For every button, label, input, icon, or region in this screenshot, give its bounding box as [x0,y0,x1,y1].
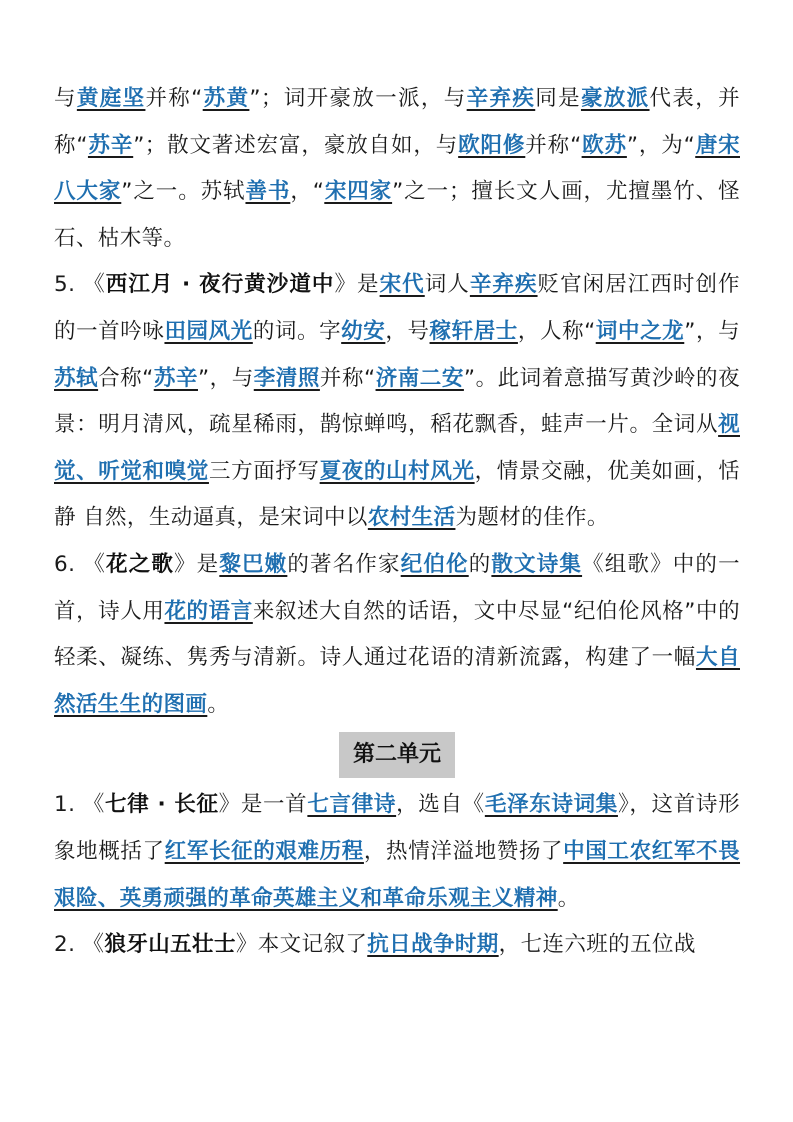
keyword-link[interactable]: 宋代 [379,272,425,298]
body-text: 《组歌》中的一首，诗人用 [54,551,740,624]
keyword-link[interactable]: 稼轩居士 [429,318,518,344]
body-text: 》本文记叙了 [235,932,368,958]
keyword-link[interactable]: 济南二安 [375,365,464,391]
body-text: ，选自《 [396,792,485,818]
keyword-link[interactable]: 苏轼 [54,365,99,391]
body-text: 并称“ [145,86,203,111]
keyword-link[interactable]: 黄庭坚 [76,86,146,111]
keyword-link[interactable]: 中国工农红军不畏艰险、英勇顽强的革命英雄主义和革命乐观主义精神 [54,838,741,911]
keyword-link[interactable]: 纪伯伦 [400,551,469,577]
keyword-link[interactable]: 欧阳修 [458,132,526,158]
body-text: 来叙述大自然的话语，文中尽显“纪伯伦风格”中的轻柔、凝练、隽秀与清新。诗人通过花语的清新流露，构建了一幅 [54,598,740,671]
keyword-link[interactable]: 抗日战争时期 [367,932,499,958]
unit-1-content [54,76,740,728]
body-text: 。 [207,691,230,717]
keyword-link[interactable]: 宋四家 [324,179,393,205]
p-item-6 [54,542,740,728]
body-text: ”；散文著述宏富，豪放自如，与 [133,132,459,158]
body-text: ，“ [290,179,325,205]
body-text: 6. 《 [54,551,106,577]
work-title: 七律 · 长征 [105,792,219,818]
keyword-link[interactable]: 辛弃疾 [469,272,538,298]
keyword-link[interactable]: 视觉、听觉和嗅觉 [54,412,740,484]
body-text: 。 [557,885,580,911]
keyword-link[interactable]: 欧苏 [581,132,627,158]
body-text: ，号 [385,318,430,344]
p-unit2-item-2 [54,922,740,969]
body-text: 1. 《 [54,792,106,818]
keyword-link[interactable]: 田园风光 [164,318,253,344]
keyword-link[interactable]: 夏夜的山村风光 [319,458,475,484]
body-text: 与 [54,86,77,111]
keyword-link[interactable]: 李清照 [253,365,320,391]
body-text: 》是一首 [218,792,308,818]
body-text: 并称“ [525,132,582,158]
body-text: ”，与 [684,318,740,344]
keyword-link[interactable]: 苏辛 [153,365,198,391]
section-heading: 第二单元 [339,732,455,778]
body-text: 词人 [424,272,470,298]
body-text: ”；词开豪放一派，与 [249,86,467,111]
keyword-link[interactable]: 词中之龙 [595,318,685,344]
body-text: 》是 [334,272,380,298]
body-text: 为题材的佳作。 [455,505,609,531]
body-text: 同是 [535,86,581,111]
body-text: ”，为“ [626,132,696,158]
keyword-link[interactable]: 农村生活 [367,505,456,531]
document-page [54,76,740,969]
keyword-link[interactable]: 幼安 [341,318,386,344]
body-text: 三方面抒写 [208,458,320,484]
work-title: 花之歌 [105,551,174,577]
keyword-link[interactable]: 红军长征的艰难历程 [164,838,364,864]
body-text: 并称“ [319,365,376,391]
p-su-shi-continued [54,76,740,262]
keyword-link[interactable]: 辛弃疾 [466,86,536,111]
work-title: 西江月 · 夜行黄沙道中 [105,272,335,298]
body-text: 》是 [174,551,220,577]
keyword-link[interactable]: 唐宋八大家 [54,132,740,205]
body-text: ”。此词着意描写黄沙岭的夜景：明月清风，疏星稀雨，鹊惊蝉鸣，稻花飘香，蛙声一片。全词从 [54,365,740,438]
keyword-link[interactable]: 七言律诗 [307,792,397,818]
body-text: 代表，并称“ [54,86,741,158]
p-unit2-item-1 [54,782,740,922]
body-text: 2. 《 [54,932,105,958]
body-text: ，人称“ [517,318,596,344]
body-text: 的著名作家 [287,551,401,577]
body-text: ”，与 [197,365,254,391]
body-text: ”之一。苏轼 [121,179,246,205]
body-text: ，热情洋溢地赞扬了 [363,838,564,864]
keyword-link[interactable]: 苏黄 [202,86,250,111]
body-text: 的词。字 [252,318,342,344]
body-text: ，情景交融，优美如画，恬静 自然，生动逼真，是宋词中以 [54,458,740,531]
body-text: 贬官闲居江西时创作的一首吟咏 [54,272,740,344]
body-text: 》，这首诗形象地概括了 [54,792,740,864]
keyword-link[interactable]: 黎巴嫩 [219,551,288,577]
body-text: 的 [468,551,492,577]
body-text: 合称“ [98,365,154,391]
work-title: 狼牙山五壮士 [104,932,236,958]
p-item-5 [54,262,740,542]
keyword-link[interactable]: 毛泽东诗词集 [484,792,618,818]
keyword-link[interactable]: 散文诗集 [491,551,583,577]
keyword-link[interactable]: 大自然活生生的图画 [54,645,740,717]
body-text: ，七连六班的五位战 [498,932,696,958]
body-text: ”之一；擅长文人画，尤擅墨竹、怪石、枯木等。 [54,179,740,251]
keyword-link[interactable]: 善书 [245,179,291,205]
keyword-link[interactable]: 花的语言 [164,598,253,624]
keyword-link[interactable]: 苏辛 [87,132,134,158]
section-heading-wrap [54,728,740,782]
keyword-link[interactable]: 豪放派 [580,86,650,111]
body-text: 5. 《 [54,272,106,298]
unit-2-content [54,782,740,968]
